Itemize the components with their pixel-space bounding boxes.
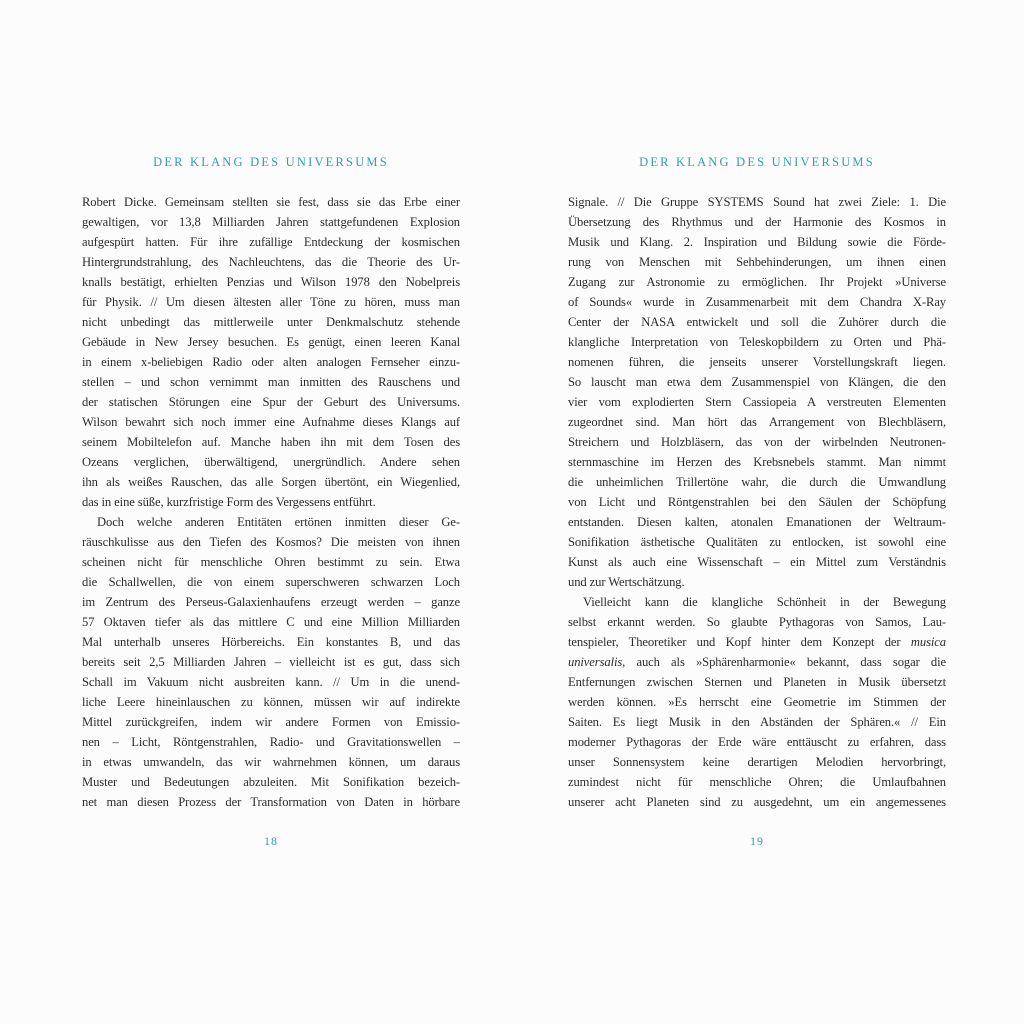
text-segment: zugeordnet sind. Man hört das Arrangement von Blechbläsern,: [568, 415, 946, 429]
text-segment: seinem Mobiltelefon auf. Manche haben ihn mit dem Tosen des: [82, 435, 460, 449]
text-line: [82, 212, 460, 232]
text-segment: das in eine süße, kurzfristige Form des Vergessens entführt.: [82, 495, 376, 509]
text-line: [568, 732, 946, 752]
text-line: [82, 372, 460, 392]
text-line: [82, 792, 460, 812]
page-number-left: 18: [264, 834, 278, 848]
text-segment: Hintergrundstrahlung, des Nachleuchtens, das die Theorie des Ur-: [82, 255, 460, 269]
text-line: [568, 692, 946, 712]
text-segment: entstanden. Diesen kalten, atonalen Emanationen der Weltraum-: [568, 515, 946, 529]
text-line: [568, 712, 946, 732]
text-segment: Mittel zurückgreifen, indem wir andere Formen von Emissio-: [82, 715, 460, 729]
text-segment: vier vom explodierten Stern Cassiopeia A verstreuten Elementen: [568, 395, 946, 409]
text-segment: Schall im Vakuum nicht ausbreiten kann. // Um in die unend-: [82, 675, 460, 689]
text-segment: bereits seit 2,5 Milliarden Jahren – vielleicht ist es gut, dass sich: [82, 655, 460, 669]
text-segment: Musik und Klang. 2. Inspiration und Bildung sowie die Förde-: [568, 235, 946, 249]
text-segment: Robert Dicke. Gemeinsam stellten sie fest, dass sie das Erbe einer: [82, 195, 460, 209]
text-segment: der statischen Störungen eine Spur der Geburt des Universums.: [82, 395, 460, 409]
text-segment: für Physik. // Um diesen ältesten aller Töne zu hören, muss man: [82, 295, 460, 309]
text-line: [568, 212, 946, 232]
text-line: [568, 492, 946, 512]
text-line: [82, 592, 460, 612]
text-line: [568, 472, 946, 492]
page-right: [568, 0, 946, 1024]
text-segment: moderner Pythagoras der Erde wäre enttäuscht zu erfahren, dass: [568, 735, 946, 749]
text-line: [568, 632, 946, 652]
text-segment: die Schallwellen, die von einem superschweren schwarzen Loch: [82, 575, 460, 589]
text-line: [568, 792, 946, 812]
italic-text: musica: [910, 635, 946, 649]
text-line: [568, 232, 946, 252]
text-line: [568, 352, 946, 372]
text-segment: Doch welche anderen Entitäten ertönen inmitten dieser Ge-: [97, 515, 460, 529]
text-segment: und zur Wertschätzung.: [568, 575, 685, 589]
text-line: [82, 392, 460, 412]
page-number-right: 19: [750, 834, 764, 848]
text-segment: räuschkulisse aus den Tiefen des Kosmos? Die meisten von ihnen: [82, 535, 460, 549]
text-segment: nen – Licht, Röntgenstrahlen, Radio- und Gravitationswellen –: [82, 735, 460, 749]
text-segment: rung von Menschen mit Sehbehinderungen, um ihnen einen: [568, 255, 946, 269]
text-line: [82, 652, 460, 672]
text-line: [82, 712, 460, 732]
text-segment: Entfernungen zwischen Sternen und Planeten in Musik übersetzt: [568, 675, 946, 689]
text-segment: Übersetzung des Rhythmus und der Harmonie des Kosmos in: [568, 215, 946, 229]
text-line: [82, 272, 460, 292]
text-segment: klangliche Interpretation von Teleskopbildern zu Orten und Phä-: [568, 335, 946, 349]
text-segment: in etwas umwandeln, das wir wahrnehmen können, um daraus: [82, 755, 460, 769]
text-segment: , auch als »Sphärenharmonie« bekannt, dass sogar die: [622, 655, 946, 669]
text-line: [82, 612, 460, 632]
text-segment: aufgespürt hatten. Für ihre zufällige Entdeckung der kosmischen: [82, 235, 460, 249]
text-segment: of Sounds« wurde in Zusammenarbeit mit dem Chandra X-Ray: [568, 295, 946, 309]
text-line: [82, 692, 460, 712]
text-segment: zumindest nicht für menschliche Ohren; die Umlaufbahnen: [568, 775, 946, 789]
text-line: [568, 652, 946, 672]
text-line: [82, 572, 460, 592]
text-segment: 57 Oktaven tiefer als das mittlere C und eine Million Milliarden: [82, 615, 460, 629]
text-segment: Gebäude in New Jersey besuchen. Es genügt, einen leeren Kanal: [82, 335, 460, 349]
text-segment: Saiten. Es liegt Musik in den Abständen der Sphären.« // Ein: [568, 715, 946, 729]
text-line: [568, 372, 946, 392]
text-segment: ihn als weißes Rauschen, das alle Sorgen übertönt, ein Wiegenlied,: [82, 475, 460, 489]
text-line: [82, 352, 460, 372]
text-segment: gewaltigen, vor 13,8 Milliarden Jahren stattgefundenen Explosion: [82, 215, 460, 229]
page-left: [82, 0, 460, 1024]
text-segment: unserer acht Planeten sind zu ausgedehnt, um ein angemessenes: [568, 795, 946, 809]
text-segment: Mal unterhalb unseres Hörbereichs. Ein konstantes B, und das: [82, 635, 460, 649]
text-segment: So lauscht man etwa dem Zusammenspiel von Klängen, die den: [568, 375, 946, 389]
text-line: [82, 292, 460, 312]
text-segment: werden können. »Es herrscht eine Geometrie im Stimmen der: [568, 695, 946, 709]
text-segment: Ozeans verglichen, überwältigend, unergründlich. Andere sehen: [82, 455, 460, 469]
text-line: [568, 392, 946, 412]
text-segment: nicht unbedingt das mittlerweile unter Denkmalschutz stehende: [82, 315, 460, 329]
body-text-left: [82, 192, 460, 816]
text-segment: Vielleicht kann die klangliche Schönheit in der Bewegung: [583, 595, 946, 609]
text-line: [82, 252, 460, 272]
text-segment: in einem x-beliebigen Radio oder alten analogen Fernseher einzu-: [82, 355, 460, 369]
text-segment: von Licht und Röntgenstrahlen bei den Säulen der Schöpfung: [568, 495, 946, 509]
text-segment: unser Sonnensystem keine derartigen Melodien hervorbringt,: [568, 755, 946, 769]
text-segment: scheinen nicht für menschliche Ohren bestimmt zu sein. Etwa: [82, 555, 460, 569]
text-line: [568, 272, 946, 292]
text-line: [82, 492, 460, 512]
text-segment: Kunst als auch eine Wissenschaft – ein Mittel zum Verständnis: [568, 555, 946, 569]
text-line: [82, 552, 460, 572]
text-line: [568, 672, 946, 692]
text-line: [82, 472, 460, 492]
text-line: [82, 232, 460, 252]
text-segment: sternmaschine im Herzen des Krebsnebels stammt. Man nimmt: [568, 455, 946, 469]
text-segment: Center der NASA entwickelt und soll die Zuhörer durch die: [568, 315, 946, 329]
text-line: [568, 292, 946, 312]
text-line: [568, 252, 946, 272]
text-line: [82, 432, 460, 452]
text-line: [568, 592, 946, 612]
text-line: [82, 532, 460, 552]
text-segment: Sonifikation ästhetische Qualitäten zu entlocken, ist sowohl eine: [568, 535, 946, 549]
text-line: [82, 752, 460, 772]
text-line: [82, 312, 460, 332]
text-line: [82, 672, 460, 692]
text-line: [82, 772, 460, 792]
text-line: [568, 752, 946, 772]
text-line: [568, 192, 946, 212]
text-line: [82, 412, 460, 432]
text-segment: Muster und Bedeutungen abzuleiten. Mit Sonifikation bezeich-: [82, 775, 460, 789]
text-segment: Zugang zur Astronomie zu ermöglichen. Ihr Projekt »Universe: [568, 275, 946, 289]
text-line: [568, 552, 946, 572]
text-line: [568, 512, 946, 532]
text-segment: liche Leere hineinlauschen zu können, müssen wir auf indirekte: [82, 695, 460, 709]
text-segment: tenspieler, Theoretiker und Kopf hinter dem Konzept der: [568, 635, 911, 649]
text-segment: die unheimlichen Trillertöne wahr, die durch die Umwandlung: [568, 475, 946, 489]
text-line: [82, 452, 460, 472]
text-segment: stellen – und schon vernimmt man inmitten des Rauschens und: [82, 375, 460, 389]
text-line: [568, 572, 946, 592]
text-line: [82, 632, 460, 652]
text-line: [82, 192, 460, 212]
text-segment: Streichern und Holzbläsern, das von der wirbelnden Neutronen-: [568, 435, 946, 449]
running-head-right: DER KLANG DES UNIVERSUMS: [639, 155, 875, 169]
text-segment: im Zentrum des Perseus-Galaxienhaufens erzeugt werden – ganze: [82, 595, 460, 609]
text-line: [568, 772, 946, 792]
text-line: [568, 612, 946, 632]
text-line: [568, 312, 946, 332]
text-line: [82, 332, 460, 352]
text-line: [568, 432, 946, 452]
text-segment: Wilson bewahrt sich noch immer eine Aufnahme dieses Klangs auf: [82, 415, 460, 429]
text-segment: Signale. // Die Gruppe SYSTEMS Sound hat zwei Ziele: 1. Die: [568, 195, 946, 209]
text-line: [568, 452, 946, 472]
text-line: [568, 332, 946, 352]
text-segment: selbst erkannt werden. So glaubte Pythagoras von Samos, Lau-: [568, 615, 946, 629]
text-line: [82, 732, 460, 752]
text-line: [568, 532, 946, 552]
text-line: [568, 412, 946, 432]
italic-text: universalis: [568, 655, 623, 669]
body-text-right: [568, 192, 946, 816]
text-segment: net man diesen Prozess der Transformation von Daten in hörbare: [82, 795, 460, 809]
text-segment: knalls bestätigt, erhielten Penzias und Wilson 1978 den Nobelpreis: [82, 275, 460, 289]
text-line: [82, 512, 460, 532]
running-head-left: DER KLANG DES UNIVERSUMS: [153, 155, 389, 169]
text-segment: nomenen führen, die jenseits unserer Vorstellungskraft liegen.: [568, 355, 946, 369]
